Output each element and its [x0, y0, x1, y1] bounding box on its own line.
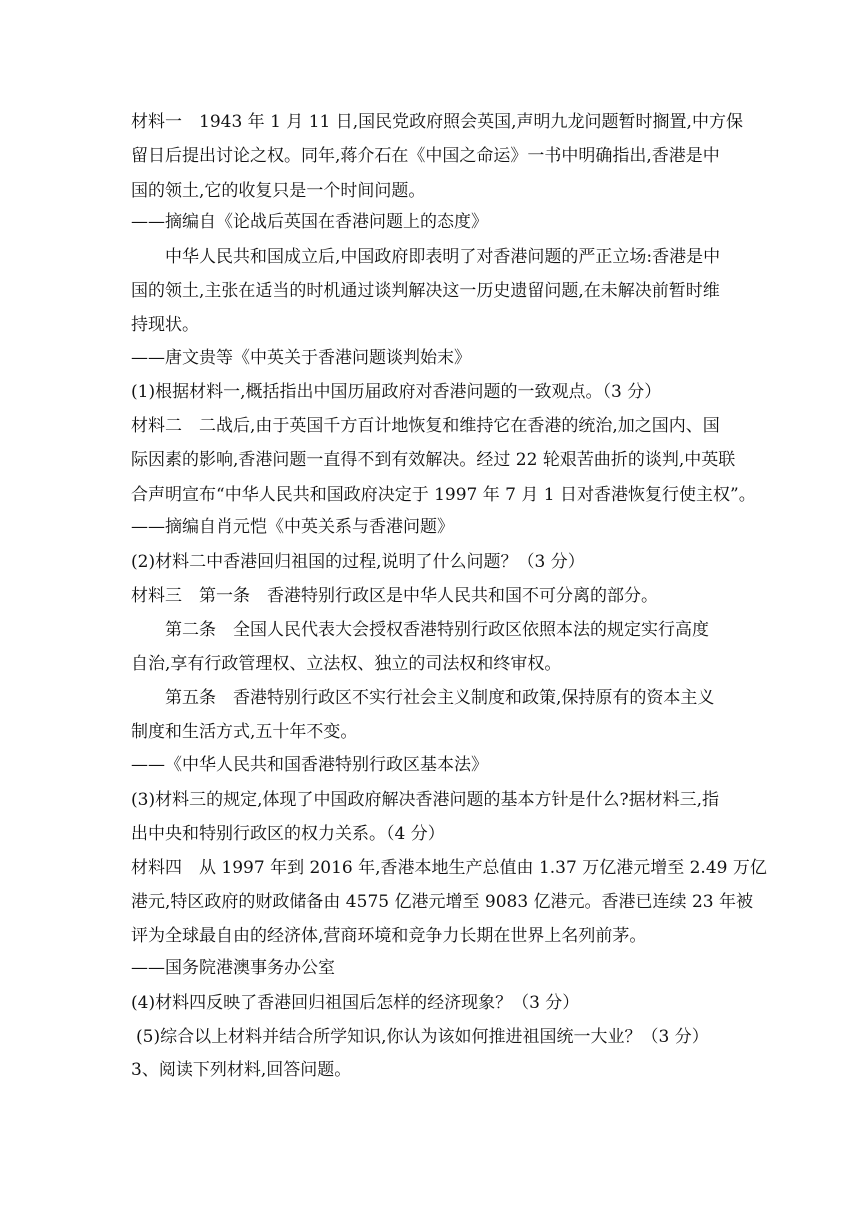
material-1-line-3: 国的领土,它的收复只是一个时间问题。: [131, 181, 426, 201]
source-citation-2: ——唐文贵等《中英关于香港问题谈判始末》: [131, 348, 471, 368]
material-3-article-2-line-1: 第二条 全国人民代表大会授权香港特别行政区依照本法的规定实行高度: [165, 620, 709, 640]
material-1b-line-1: 中华人民共和国成立后,中国政府即表明了对香港问题的严正立场:香港是中: [165, 247, 721, 267]
material-3-article-5-line-2: 制度和生活方式,五十年不变。: [131, 722, 358, 742]
source-citation-3: ——摘编自肖元恺《中英关系与香港问题》: [131, 517, 454, 537]
question-4: (4)材料四反映了香港回归祖国后怎样的经济现象？（3 分）: [131, 993, 580, 1013]
material-3-line-1: 材料三 第一条 香港特别行政区是中华人民共和国不可分离的部分。: [131, 586, 658, 606]
material-2-line-1: 材料二 二战后,由于英国千方百计地恢复和维持它在香港的统治,加之国内、国: [131, 416, 720, 436]
question-1: (1)根据材料一,概括指出中国历届政府对香港问题的一致观点。（3 分）: [131, 382, 662, 402]
source-citation-4: ——《中华人民共和国香港特别行政区基本法》: [131, 755, 488, 775]
question-5: (5)综合以上材料并结合所学知识,你认为该如何推进祖国统一大业？（3 分）: [136, 1027, 709, 1047]
source-citation-1: ——摘编自《论战后英国在香港问题上的态度》: [131, 212, 488, 232]
material-1b-line-3: 持现状。: [131, 315, 199, 335]
question-3-line-2: 出中央和特别行政区的权力关系。（4 分）: [131, 824, 445, 844]
material-4-line-2: 港元,特区政府的财政储备由 4575 亿港元增至 9083 亿港元。香港已连续 23 年被: [131, 892, 753, 912]
question-2: (2)材料二中香港回归祖国的过程,说明了什么问题？（3 分）: [131, 552, 585, 572]
material-2-line-3: 合声明宣布“中华人民共和国政府决定于 1997 年 7 月 1 日对香港恢复行使主权”。: [131, 485, 756, 505]
material-1-line-2: 留日后提出讨论之权。同年,蒋介石在《中国之命运》一书中明确指出,香港是中: [131, 146, 720, 166]
source-citation-5: ——国务院港澳事务办公室: [131, 958, 335, 978]
material-2-line-2: 际因素的影响,香港问题一直得不到有效解决。经过 22 轮艰苦曲折的谈判,中英联: [131, 450, 736, 470]
material-1-line-1: 材料一 1943 年 1 月 11 日,国民党政府照会英国,声明九龙问题暂时搁置,中方保: [131, 112, 743, 132]
section-3-heading: 3、阅读下列材料,回答问题。: [131, 1060, 352, 1080]
material-4-line-1: 材料四 从 1997 年到 2016 年,香港本地生产总值由 1.37 万亿港元增至 2.49 万亿: [131, 858, 767, 878]
material-4-line-3: 评为全球最自由的经济体,营商环境和竞争力长期在世界上名列前茅。: [131, 926, 647, 946]
question-3-line-1: (3)材料三的规定,体现了中国政府解决香港问题的基本方针是什么?据材料三,指: [131, 790, 720, 810]
material-1b-line-2: 国的领土,主张在适当的时机通过谈判解决这一历史遗留问题,在未解决前暂时维: [131, 281, 720, 301]
material-3-article-5-line-1: 第五条 香港特别行政区不实行社会主义制度和政策,保持原有的资本主义: [165, 688, 715, 708]
material-3-article-2-line-2: 自治,享有行政管理权、立法权、独立的司法权和终审权。: [131, 654, 562, 674]
